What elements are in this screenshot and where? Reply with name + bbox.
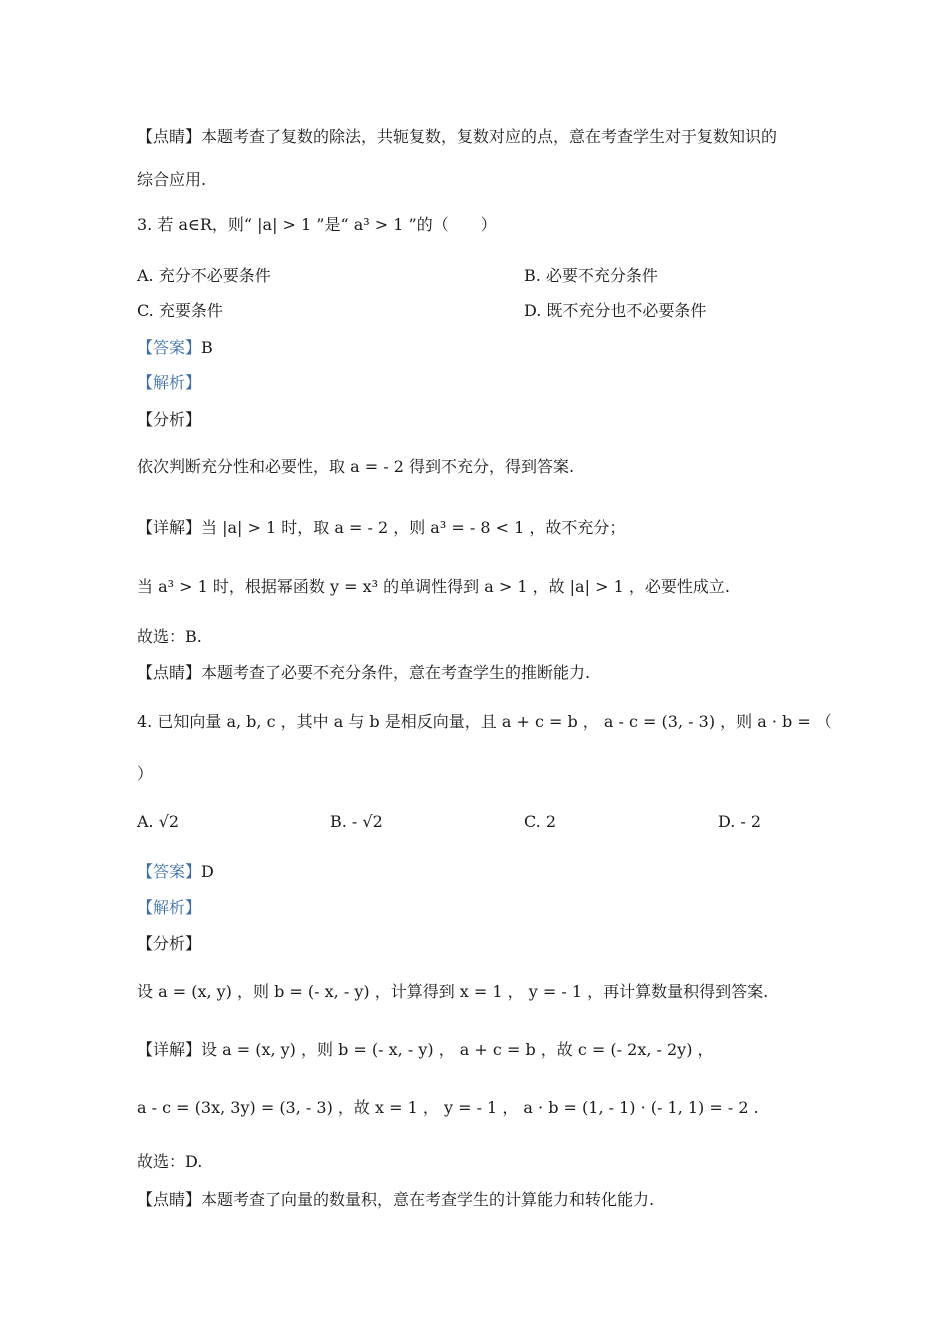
answer-label: 【答案】 xyxy=(137,338,202,357)
q4-detail-line1: 【详解】设 a = (x, y) ，则 b = (- x, - y) ， a + c = b ，故 c = (- 2x, - 2y) ， xyxy=(137,1040,714,1059)
q3-jiexi: 【解析】 xyxy=(137,373,202,392)
q4-stem-cont: ） xyxy=(137,764,154,783)
q4-choose: 故选：D. xyxy=(137,1152,203,1171)
q4-stem: 4. 已知向量 a, b, c ，其中 a 与 b 是相反向量，且 a + c = b ， a - c = (3, - 3) ，则 a · b = （ xyxy=(137,712,832,731)
answer-value: D xyxy=(201,862,214,881)
q4-dianjing: 【点睛】本题考查了向量的数量积，意在考查学生的计算能力和转化能力. xyxy=(137,1190,655,1209)
q3-option-d: D. 既不充分也不必要条件 xyxy=(524,301,707,320)
q3-fenxi: 依次判断充分性和必要性，取 a = - 2 得到不充分，得到答案. xyxy=(137,457,575,476)
q3-option-a: A. 充分不必要条件 xyxy=(137,266,271,285)
q4-fenxi: 设 a = (x, y) ，则 b = (- x, - y) ，计算得到 x = 1 ， y = - 1 ，再计算数量积得到答案. xyxy=(137,982,769,1001)
q3-option-b: B. 必要不充分条件 xyxy=(524,266,658,285)
q3-detail-line1: 【详解】当 |a| > 1 时，取 a = - 2 ，则 a³ = - 8 < 1 ，故不充分； xyxy=(137,518,626,537)
q4-option-c: C. 2 xyxy=(524,812,557,831)
q4-fenxi-label: 【分析】 xyxy=(137,934,202,953)
q3-dianjing: 【点睛】本题考查了必要不充分条件，意在考查学生的推断能力. xyxy=(137,663,591,682)
q4-option-d: D. - 2 xyxy=(718,812,762,831)
q4-detail-line2: a - c = (3x, 3y) = (3, - 3) ，故 x = 1 ， y = - 1 ， a · b = (1, - 1) · (- 1, 1) = - 2 . xyxy=(137,1098,759,1117)
q4-option-b: B. - √2 xyxy=(330,812,383,831)
q3-stem: 3. 若 a∈R，则“ |a| > 1 ”是“ a³ > 1 ”的（ ） xyxy=(137,215,497,234)
answer-label: 【答案】 xyxy=(137,862,202,881)
answer-value: B xyxy=(201,338,213,357)
dianjing-prev-line1: 【点睛】本题考查了复数的除法，共轭复数，复数对应的点，意在考查学生对于复数知识的 xyxy=(137,127,778,146)
q3-choose: 故选：B. xyxy=(137,627,202,646)
dianjing-prev-line2: 综合应用. xyxy=(137,170,207,189)
q4-option-a: A. √2 xyxy=(137,812,180,831)
q3-answer xyxy=(137,338,213,358)
q3-option-c: C. 充要条件 xyxy=(137,301,223,320)
q3-detail-line2: 当 a³ > 1 时，根据幂函数 y = x³ 的单调性得到 a > 1 ，故 |a| > 1 ，必要性成立. xyxy=(137,577,730,596)
q4-answer xyxy=(137,862,214,882)
q3-fenxi-label: 【分析】 xyxy=(137,410,202,429)
q4-jiexi: 【解析】 xyxy=(137,898,202,917)
